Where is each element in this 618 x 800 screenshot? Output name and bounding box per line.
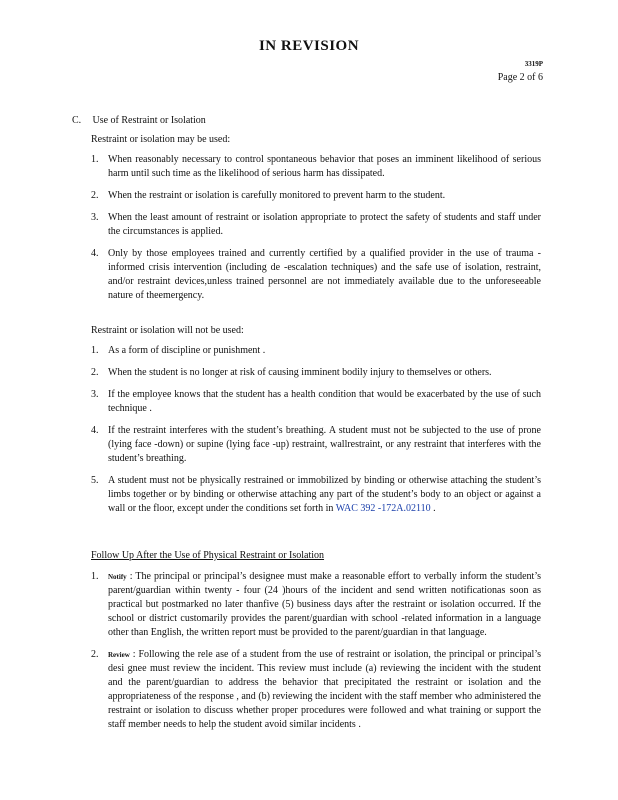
not-used-intro: Restraint or isolation will not be used:	[91, 325, 244, 336]
list-item: 3. When the least amount of restraint or isolation appropriate to protect the safety of students and staff under the circumstances is applied.	[91, 212, 541, 237]
section-heading	[72, 115, 206, 126]
may-be-used-list	[91, 153, 541, 311]
list-item: 1. As a form of discipline or punishment .	[91, 345, 266, 356]
list-item: 1. Notify : The principal or principal’s designee must make a reasonable effort to verbally inform the student’s parent/guardian within twenty - four (24 )hours of the incident and send written notificationas soon as practical but postmarked no later thanfive (5) business days after the restraint or isolation occurred. If the school or district customarily provides the parent/guardian with school -related information in a language other than English, the written report must be provided to the parent/guardian in that language.	[91, 571, 541, 638]
section-title: Use of Restraint or Isolation	[92, 115, 206, 126]
follow-up-heading: Follow Up After the Use of Physical Restraint or Isolation	[91, 550, 325, 561]
review-term: Review	[108, 651, 130, 659]
list-item: 4. If the restraint interferes with the student’s breathing. A student must not be subjected to the use of prone (lying face -down) or supine (lying face -up) restraint, wallrestraint, or any restraint that interferes with the student’s breathing.	[91, 425, 541, 464]
follow-up-list	[91, 570, 541, 740]
page-number: Page 2 of 6	[497, 72, 543, 83]
list-item: 5. A student must not be physically restrained or immobilized by binding or otherwise attaching the student’s limbs together or by binding or otherwise attaching any part of the student’s body to an object or against a wall or the floor, except under the conditions set forth in WAC 392 -172A.02110 .	[91, 475, 541, 514]
policy-code: 3319P	[524, 60, 543, 68]
list-item: 4. Only by those employees trained and currently certified by a qualified provider in the use of trauma - informed crisis intervention (including de -escalation techniques) and the safe use of isolation, restraint, and/or restraint devices,unless trained personnel are not immediately available due to the unforeseeable nature of theemergency.	[91, 248, 541, 301]
list-item: 2. When the student is no longer at risk of causing imminent bodily injury to themselves or others.	[91, 367, 492, 378]
notify-term: Notify	[108, 573, 127, 581]
list-item: 2. When the restraint or isolation is carefully monitored to prevent harm to the student.	[91, 190, 446, 201]
list-item: 3. If the employee knows that the student has a health condition that would be exacerbated by the use of such technique .	[91, 389, 541, 414]
section-letter: C.	[72, 115, 82, 126]
revision-title: IN REVISION	[258, 38, 360, 54]
list-item: 1. When reasonably necessary to control spontaneous behavior that poses an imminent likelihood of serious harm until such time as the likelihood of serious harm has dissipated.	[91, 154, 541, 179]
list-item: 2. Review : Following the rele ase of a student from the use of restraint or isolation, the principal or principal’s desi gnee must review the incident. This review must include (a) reviewing the incident with the student and the parent/guardian to address the behavior that precipitated the restraint or isolation and the appropriateness of the response , and (b) reviewing the incident with the staff member who administered the restraint or isolation to discuss whether proper procedures were followed and what training or support the staff member needs to help the student avoid similar incidents .	[91, 649, 541, 730]
wac-link[interactable]: WAC 392 -172A.02110	[335, 503, 431, 514]
may-be-used-intro: Restraint or isolation may be used:	[91, 134, 231, 145]
not-used-list	[91, 344, 541, 524]
